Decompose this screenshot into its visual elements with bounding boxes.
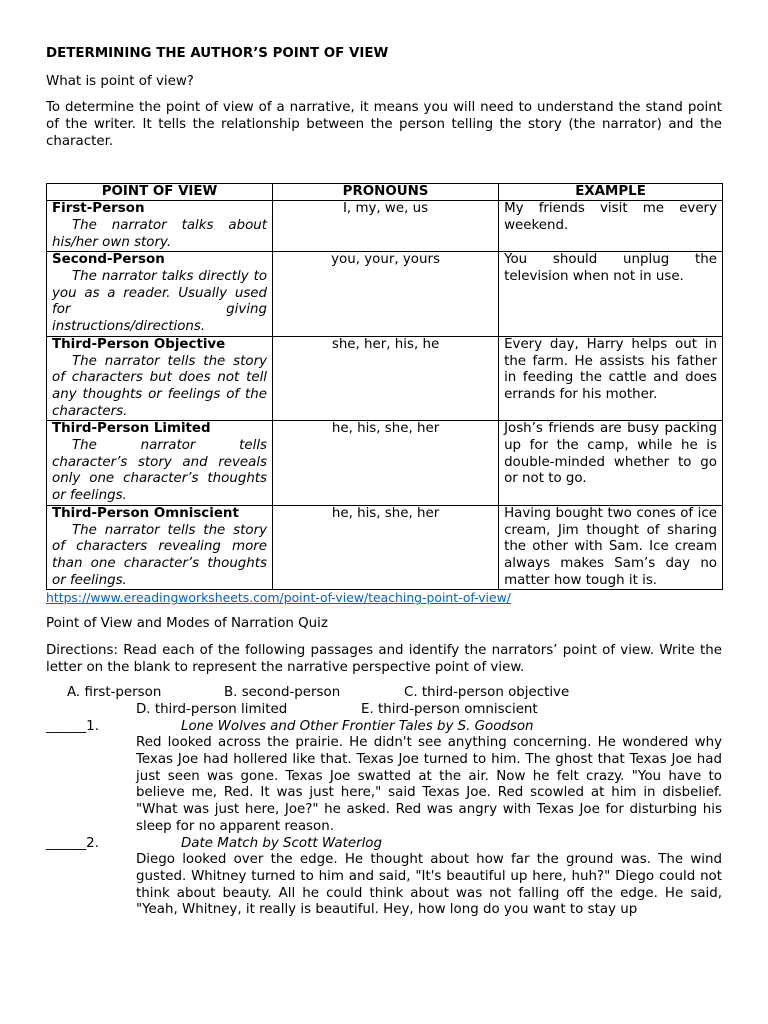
pov-name: Third-Person Objective	[52, 336, 226, 352]
pronouns-cell: he, his, she, her	[273, 505, 499, 590]
pronouns-cell: you, your, yours	[273, 252, 499, 337]
example-cell	[499, 252, 723, 337]
example-text: Josh’s friends are busy packing up for the camp, while he is double-minded whether to go or not to go.	[504, 421, 717, 487]
choice-d: D. third-person limited	[136, 701, 288, 717]
example-cell	[499, 505, 723, 590]
table-row	[47, 252, 723, 337]
page-title: DETERMINING THE AUTHOR’S POINT OF VIEW	[46, 46, 389, 61]
header-example: EXAMPLE	[499, 183, 723, 201]
pov-name: First-Person	[52, 201, 145, 217]
quiz-item-2	[46, 836, 722, 920]
header-pronouns: PRONOUNS	[273, 183, 499, 201]
quiz-item-1	[46, 719, 722, 836]
pov-description: The narrator tells character’s story and reveals only one character’s thoughts or feelings.	[52, 438, 268, 504]
example-text: You should unplug the television when not in use.	[504, 252, 717, 285]
choice-e: E. third-person omniscient	[361, 701, 538, 717]
pov-description: The narrator talks directly to you as a reader. Usually used for giving instructions/directions.	[52, 269, 268, 335]
document-page	[46, 46, 722, 919]
passage-title: Date Match by Scott Waterlog	[181, 835, 382, 851]
header-point-of-view: POINT OF VIEW	[47, 183, 273, 201]
pov-cell	[47, 252, 273, 337]
pov-description: The narrator talks about his/her own story.	[52, 217, 268, 250]
pronouns-cell: she, her, his, he	[273, 336, 499, 421]
table-header-row	[47, 183, 723, 201]
choices-row-1	[46, 685, 722, 702]
passage-body: Red looked across the prairie. He didn't see anything concerning. He wondered why Texas Joe had hollered like that. Texas Joe turned to him. The ghost that Texas Joe had just seen was gone. Texas Joe swatted at the air. Now he felt crazy. "You have to believe me, Red. It was just here," said Texas Joe. Red scowled at him in disbelief. "What was just here, Joe?" he asked. Red was angry with Texas Joe for disturbing his sleep for no apparent reason.	[136, 735, 722, 834]
choice-a: A. first-person	[67, 685, 162, 701]
table-row	[47, 505, 723, 590]
source-link[interactable]: https://www.ereadingworksheets.com/point-of-view/teaching-point-of-view/	[46, 590, 511, 606]
quiz-directions: Directions: Read each of the following passages and identify the narrators’ point of view. Write the letter on the blank to represent the narrative perspective point of view.	[46, 642, 722, 675]
pov-cell	[47, 505, 273, 590]
table-row	[47, 421, 723, 506]
example-cell	[499, 421, 723, 506]
answer-blank[interactable]: ______1.	[46, 718, 99, 734]
pov-name: Third-Person Limited	[52, 421, 211, 437]
pov-name: Third-Person Omniscient	[52, 505, 239, 521]
pronouns-cell: he, his, she, her	[273, 421, 499, 506]
point-of-view-table	[46, 183, 723, 591]
pronouns-cell: I, my, we, us	[273, 201, 499, 252]
example-cell	[499, 336, 723, 421]
pov-description: The narrator tells the story of characters but does not tell any thoughts or feelings of the characters.	[52, 353, 268, 419]
quiz-title: Point of View and Modes of Narration Quiz	[46, 616, 328, 632]
choices-row-2	[46, 702, 722, 719]
choice-b: B. second-person	[224, 685, 341, 701]
table-row	[47, 336, 723, 421]
table-row	[47, 201, 723, 252]
pov-name: Second-Person	[52, 252, 165, 268]
example-text: My friends visit me every weekend.	[504, 201, 717, 233]
answer-blank[interactable]: ______2.	[46, 835, 99, 851]
question-text: What is point of view?	[46, 73, 194, 89]
example-text: Every day, Harry helps out in the farm. He assists his father in feeding the cattle and does errands for his mother.	[504, 336, 717, 402]
intro-paragraph: To determine the point of view of a narrative, it means you will need to understand the stand point of the writer. It tells the relationship between the person telling the story (the narrator) and the character.	[46, 100, 722, 149]
pov-cell	[47, 201, 273, 252]
example-cell	[499, 201, 723, 252]
choice-c: C. third-person objective	[404, 685, 570, 701]
passage-body: Diego looked over the edge. He thought about how far the ground was. The wind gusted. Whitney turned to him and said, "It's beautiful up here, huh?" Diego could not think about beauty. All he could think about was not falling off the edge. He said, "Yeah, Whitney, it really is beautiful. Hey, how long do you want to stay up	[136, 852, 722, 918]
passage-title: Lone Wolves and Other Frontier Tales by S. Goodson	[181, 718, 534, 734]
example-text: Having bought two cones of ice cream, Jim thought of sharing the other with Sam. Ice cream always makes Sam’s day no matter how tough it is.	[504, 505, 717, 588]
pov-cell	[47, 336, 273, 421]
pov-description: The narrator tells the story of characters revealing more than one character’s thoughts or feelings.	[52, 522, 268, 588]
pov-cell	[47, 421, 273, 506]
